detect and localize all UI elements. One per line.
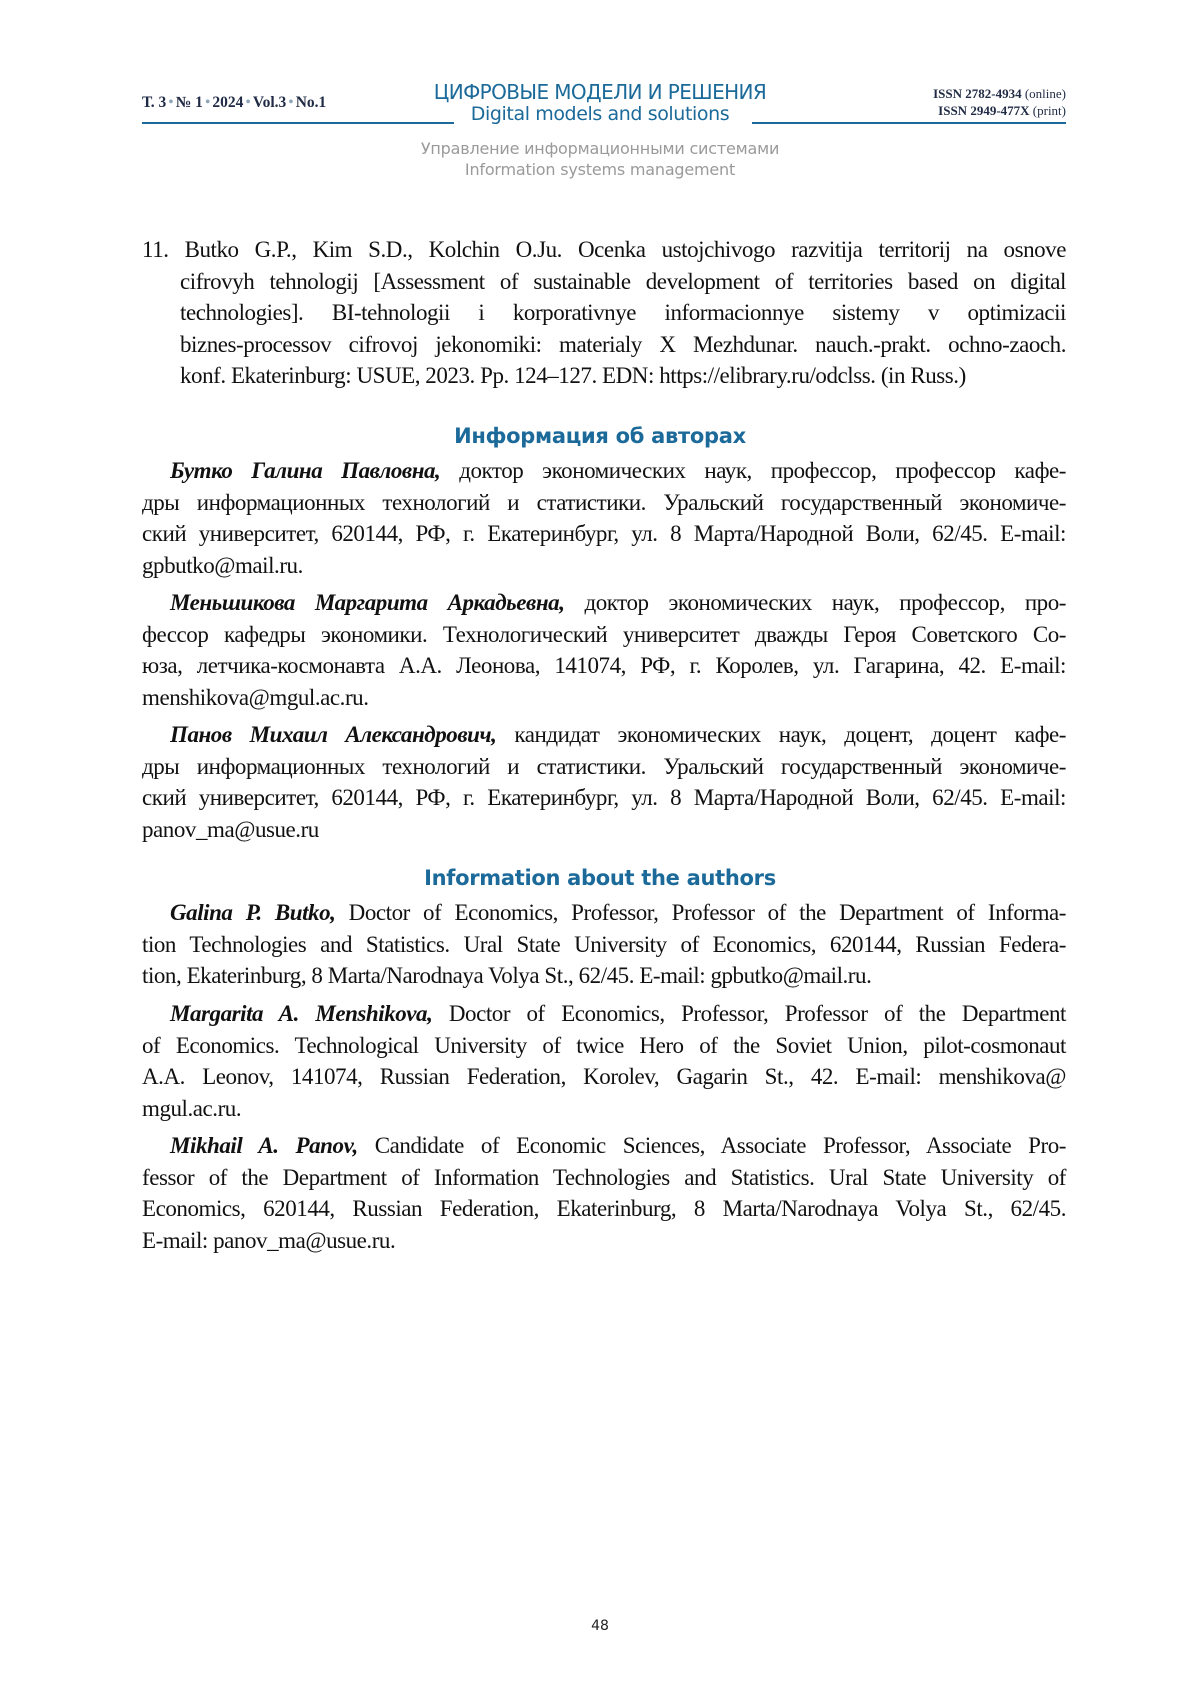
authors-heading-ru: Информация об авторах [454, 424, 746, 448]
author-name: Galina P. Butko, [170, 900, 336, 925]
author-email: panov_ma@usue.ru [142, 816, 319, 842]
author-text: дры информационных технологий и статистики. Уральский государственный экономиче- [142, 489, 1066, 515]
separator-dot: • [245, 94, 251, 111]
volume-en: Vol.3 [252, 94, 287, 111]
reference-line: technologies]. BI-tehnologii i korporativnye informacionnye sistemy v optimizacii [180, 300, 1066, 326]
reference-line: biznes-processov cifrovoj jekonomiki: materialy X Mezhdunar. nauch.-prakt. ochno-zaoch. [180, 331, 1066, 357]
author-text: of Economics. Technological University of twice Hero of the Soviet Union, pilot-cosmonaut [142, 1032, 1066, 1058]
author-entry: Бутко Галина Павловна, доктор экономических наук, профессор, профессор кафе- дры информационных технологий и статистики. Уральский государственный экономиче- ский университет, 620144, РФ, г. Екатеринбург, ул. 8 Марта/Народной Воли, 62/45. E-mail: gpbutko@mail.ru. [142, 455, 1066, 581]
section-title-en: Information systems management [464, 160, 736, 179]
authors-heading-en: Information about the authors [424, 866, 776, 890]
issue-ru: № 1 [175, 94, 203, 111]
journal-title-ru: ЦИФРОВЫЕ МОДЕЛИ И РЕШЕНИЯ [433, 80, 767, 104]
author-email: E-mail: panov_ma@usue.ru. [142, 1227, 396, 1253]
header-rule-right [752, 122, 1066, 124]
author-name: Панов Михаил Александрович, [170, 722, 497, 747]
author-text: фессор кафедры экономики. Технологический университет дважды Героя Советского Со- [142, 621, 1066, 647]
reference-line: 11. Butko G.P., Kim S.D., Kolchin O.Ju. Ocenka ustojchivogo razvitija territorij na osnove [142, 237, 1066, 262]
author-text: tion Technologies and Statistics. Ural State University of Economics, 620144, Russian Federa- [142, 931, 1066, 957]
header-rule-left [142, 122, 454, 124]
author-name: Margarita A. Menshikova, [170, 1001, 433, 1026]
author-text: дры информационных технологий и статистики. Уральский государственный экономиче- [142, 753, 1066, 779]
volume-ru: Т. 3 [142, 94, 167, 111]
author-text: Economics, 620144, Russian Federation, Ekaterinburg, 8 Marta/Narodnaya Volya St., 62/45. [142, 1196, 1066, 1222]
issn-online: ISSN 2782-4934 (online) [933, 86, 1066, 101]
author-text: A.A. Leonov, 141074, Russian Federation, Korolev, Gagarin St., 42. E-mail: menshikova@ [142, 1064, 1066, 1090]
page-number: 48 [591, 1618, 609, 1634]
separator-dot: • [288, 94, 294, 111]
year: 2024 [212, 94, 244, 111]
author-text: fessor of the Department of Information Technologies and Statistics. Ural State University of [142, 1164, 1066, 1190]
author-name: Mikhail A. Panov, [170, 1133, 358, 1158]
author-entry: Galina P. Butko, Doctor of Economics, Professor, Professor of the Department of Informa- tion Technologies and Statistics. Ural State University of Economics, 620144, Russian Federa- tion, Ekaterinburg, 8 Marta/Narodnaya Volya St., 62/45. E-mail: gpbutko@mail.ru. [142, 897, 1066, 992]
reference-line: konf. Ekaterinburg: USUE, 2023. Pp. 124–127. EDN: https://elibrary.ru/odclss. (in Russ.) [180, 363, 966, 389]
author-entry: Панов Михаил Александрович, кандидат экономических наук, доцент, доцент кафе- дры информационных технологий и статистики. Уральский государственный экономиче- ский университет, 620144, РФ, г. Екатеринбург, ул. 8 Марта/Народной Воли, 62/45. E-mail: panov_ma@usue.ru [142, 719, 1066, 845]
author-text: ский университет, 620144, РФ, г. Екатеринбург, ул. 8 Марта/Народной Воли, 62/45. E-mail: [142, 785, 1066, 811]
separator-dot: • [204, 94, 211, 111]
author-email: menshikova@mgul.ac.ru. [142, 684, 369, 710]
author-text: tion, Ekaterinburg, 8 Marta/Narodnaya Volya St., 62/45. E-mail: gpbutko@mail.ru. [142, 963, 872, 989]
author-text: ский университет, 620144, РФ, г. Екатеринбург, ул. 8 Марта/Народной Воли, 62/45. E-mail: [142, 521, 1066, 547]
author-email: mgul.ac.ru. [142, 1095, 242, 1121]
author-entry: Меньшикова Маргарита Аркадьевна, доктор экономических наук, профессор, про- фессор кафедры экономики. Технологический университет дважды Героя Советского Со- юза, летчика-космонавта А.А. Леонова, 141074, РФ, г. Королев, ул. Гагарина, 42. E-mail: menshikova@mgul.ac.ru. [142, 587, 1066, 713]
author-email: gpbutko@mail.ru. [142, 552, 303, 578]
reference-number: 11. [142, 237, 169, 262]
reference-line: cifrovyh tehnologij [Assessment of sustainable development of territories based on digital [180, 268, 1066, 294]
author-entry: Margarita A. Menshikova, Doctor of Economics, Professor, Professor of the Department of Economics. Technological University of twice Hero of the Soviet Union, pilot-cosmonaut A.A. Leonov, 141074, Russian Federation, Korolev, Gagarin St., 42. E-mail: menshikova@ mgul.ac.ru. [142, 998, 1066, 1124]
author-text: юза, летчика-космонавта А.А. Леонова, 141074, РФ, г. Королев, ул. Гагарина, 42. E-mail: [142, 653, 1066, 679]
journal-title-en: Digital models and solutions [470, 103, 730, 125]
issn-print: ISSN 2949-477X (print) [938, 103, 1066, 118]
issue-en: No.1 [295, 94, 327, 111]
separator-dot: • [168, 94, 174, 111]
reference-item [142, 234, 1066, 392]
author-entry: Mikhail A. Panov, Candidate of Economic Sciences, Associate Professor, Associate Pro- fessor of the Department of Information Technologies and Statistics. Ural State University of Economics, 620144, Russian Federation, Ekaterinburg, 8 Marta/Narodnaya Volya St., 62/45. E-mail: panov_ma@usue.ru. [142, 1130, 1066, 1256]
author-name: Меньшикова Маргарита Аркадьевна, [170, 590, 565, 615]
section-title-ru: Управление информационными системами [420, 139, 780, 158]
author-name: Бутко Галина Павловна, [170, 458, 441, 483]
